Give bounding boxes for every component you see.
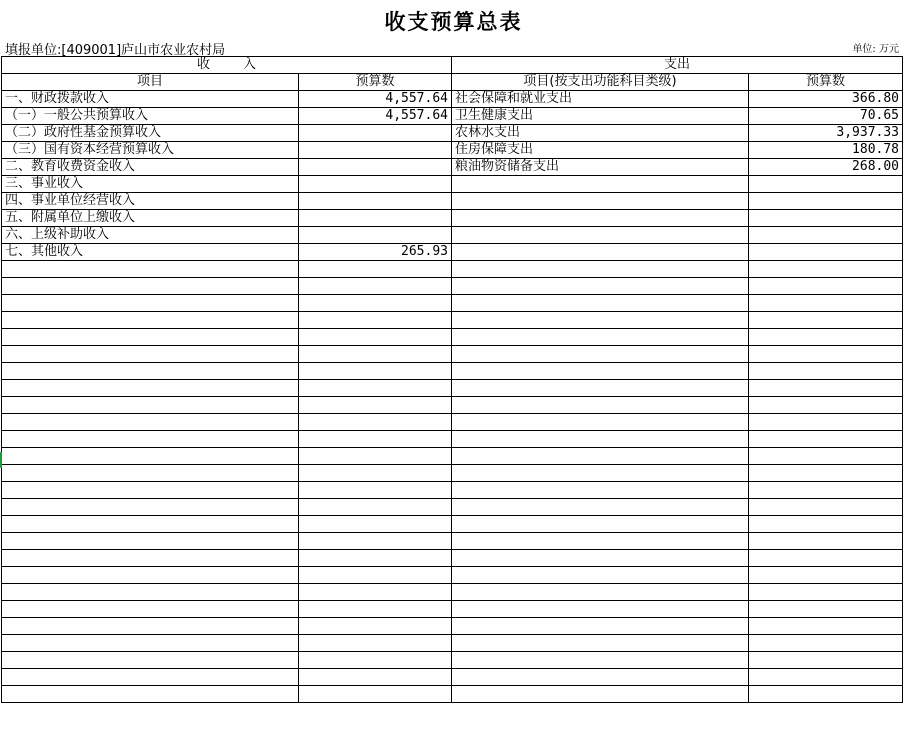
- empty-row: [2, 312, 903, 329]
- empty-cell[interactable]: [452, 431, 749, 448]
- empty-cell[interactable]: [452, 465, 749, 482]
- empty-cell[interactable]: [452, 635, 749, 652]
- empty-cell[interactable]: [299, 380, 452, 397]
- empty-cell[interactable]: [2, 312, 299, 329]
- expense-value-cell[interactable]: 3,937.33: [749, 125, 903, 142]
- table-row: [2, 210, 903, 227]
- empty-cell[interactable]: [452, 550, 749, 567]
- empty-cell[interactable]: [2, 295, 299, 312]
- expense-item-cell[interactable]: 社会保障和就业支出: [452, 91, 749, 108]
- expense-value-cell[interactable]: [749, 176, 903, 193]
- table-row: [2, 193, 903, 210]
- expense-item-cell[interactable]: 粮油物资储备支出: [452, 159, 749, 176]
- empty-cell[interactable]: [452, 312, 749, 329]
- empty-cell[interactable]: [299, 618, 452, 635]
- empty-cell[interactable]: [2, 278, 299, 295]
- empty-cell[interactable]: [749, 397, 903, 414]
- empty-cell[interactable]: [452, 380, 749, 397]
- expense-value-cell[interactable]: 268.00: [749, 159, 903, 176]
- income-item-cell[interactable]: （三）国有资本经营预算收入: [2, 142, 299, 159]
- empty-cell[interactable]: [2, 261, 299, 278]
- empty-row: [2, 635, 903, 652]
- empty-cell[interactable]: [2, 550, 299, 567]
- empty-cell[interactable]: [299, 601, 452, 618]
- empty-cell[interactable]: [2, 601, 299, 618]
- empty-cell[interactable]: [452, 601, 749, 618]
- empty-row: [2, 431, 903, 448]
- income-item-cell[interactable]: 六、上级补助收入: [2, 227, 299, 244]
- empty-cell[interactable]: [2, 618, 299, 635]
- empty-cell[interactable]: [749, 312, 903, 329]
- empty-cell[interactable]: [2, 397, 299, 414]
- empty-row: [2, 618, 903, 635]
- income-value-cell[interactable]: [299, 142, 452, 159]
- table-row: [2, 176, 903, 193]
- empty-cell[interactable]: [452, 686, 749, 703]
- income-item-cell[interactable]: 七、其他收入: [2, 244, 299, 261]
- empty-cell[interactable]: [749, 516, 903, 533]
- expense-item-cell[interactable]: [452, 210, 749, 227]
- empty-cell[interactable]: [452, 329, 749, 346]
- empty-row: [2, 278, 903, 295]
- income-budget-header[interactable]: 预算数: [299, 74, 452, 91]
- empty-cell[interactable]: [749, 686, 903, 703]
- empty-cell[interactable]: [299, 465, 452, 482]
- income-value-cell[interactable]: [299, 159, 452, 176]
- expense-item-cell[interactable]: [452, 244, 749, 261]
- empty-row: [2, 499, 903, 516]
- expense-value-cell[interactable]: 366.80: [749, 91, 903, 108]
- empty-row: [2, 448, 903, 465]
- empty-cell[interactable]: [299, 482, 452, 499]
- income-value-cell[interactable]: 265.93: [299, 244, 452, 261]
- page-title: 收支预算总表: [384, 10, 523, 34]
- empty-cell[interactable]: [749, 380, 903, 397]
- empty-cell[interactable]: [2, 652, 299, 669]
- table-row: [2, 159, 903, 176]
- empty-row: [2, 346, 903, 363]
- expense-item-header[interactable]: 项目(按支出功能科目类级): [452, 74, 749, 91]
- table-row: [2, 108, 903, 125]
- empty-cell[interactable]: [299, 652, 452, 669]
- empty-cell[interactable]: [749, 363, 903, 380]
- empty-cell[interactable]: [2, 584, 299, 601]
- empty-cell[interactable]: [749, 601, 903, 618]
- empty-cell[interactable]: [2, 431, 299, 448]
- empty-row: [2, 550, 903, 567]
- table-row: [2, 125, 903, 142]
- empty-cell[interactable]: [299, 499, 452, 516]
- income-item-cell[interactable]: （二）政府性基金预算收入: [2, 125, 299, 142]
- empty-row: [2, 584, 903, 601]
- income-item-cell[interactable]: 三、事业收入: [2, 176, 299, 193]
- empty-cell[interactable]: [2, 635, 299, 652]
- empty-row: [2, 601, 903, 618]
- expense-value-cell[interactable]: [749, 210, 903, 227]
- empty-cell[interactable]: [452, 618, 749, 635]
- empty-cell[interactable]: [452, 652, 749, 669]
- column-header-row: [2, 74, 903, 91]
- income-item-cell[interactable]: 四、事业单位经营收入: [2, 193, 299, 210]
- empty-cell[interactable]: [749, 329, 903, 346]
- empty-row: [2, 652, 903, 669]
- empty-cell[interactable]: [2, 686, 299, 703]
- empty-cell[interactable]: [452, 669, 749, 686]
- empty-cell[interactable]: [299, 295, 452, 312]
- empty-cell[interactable]: [299, 516, 452, 533]
- empty-row: [2, 380, 903, 397]
- empty-cell[interactable]: [2, 516, 299, 533]
- empty-row: [2, 295, 903, 312]
- income-value-cell[interactable]: [299, 193, 452, 210]
- empty-cell[interactable]: [299, 414, 452, 431]
- empty-cell[interactable]: [749, 567, 903, 584]
- income-item-cell[interactable]: （一）一般公共预算收入: [2, 108, 299, 125]
- empty-cell[interactable]: [2, 669, 299, 686]
- empty-cell[interactable]: [749, 550, 903, 567]
- income-value-cell[interactable]: 4,557.64: [299, 108, 452, 125]
- empty-cell[interactable]: [749, 669, 903, 686]
- expense-item-cell[interactable]: [452, 193, 749, 210]
- table-row: [2, 91, 903, 108]
- empty-cell[interactable]: [452, 346, 749, 363]
- empty-cell[interactable]: [452, 584, 749, 601]
- expense-section-header[interactable]: 支出: [452, 57, 903, 74]
- empty-cell[interactable]: [749, 414, 903, 431]
- income-item-header[interactable]: 项目: [2, 74, 299, 91]
- empty-cell[interactable]: [452, 482, 749, 499]
- expense-item-cell[interactable]: [452, 227, 749, 244]
- empty-cell[interactable]: [452, 261, 749, 278]
- empty-row: [2, 567, 903, 584]
- income-value-cell[interactable]: [299, 125, 452, 142]
- income-value-cell[interactable]: [299, 176, 452, 193]
- empty-cell[interactable]: [749, 448, 903, 465]
- active-row-marker: [0, 452, 2, 468]
- empty-cell[interactable]: [749, 618, 903, 635]
- empty-cell[interactable]: [452, 567, 749, 584]
- currency-unit: 单位: 万元: [852, 44, 899, 55]
- empty-cell[interactable]: [749, 533, 903, 550]
- empty-cell[interactable]: [299, 635, 452, 652]
- empty-cell[interactable]: [749, 482, 903, 499]
- empty-cell[interactable]: [2, 533, 299, 550]
- empty-cell[interactable]: [749, 295, 903, 312]
- empty-cell[interactable]: [452, 516, 749, 533]
- income-value-cell[interactable]: 4,557.64: [299, 91, 452, 108]
- empty-row: [2, 533, 903, 550]
- empty-cell[interactable]: [2, 465, 299, 482]
- empty-cell[interactable]: [2, 346, 299, 363]
- expense-item-cell[interactable]: [452, 176, 749, 193]
- empty-cell[interactable]: [2, 363, 299, 380]
- income-item-cell[interactable]: 一、财政拨款收入: [2, 91, 299, 108]
- income-item-cell[interactable]: 五、附属单位上缴收入: [2, 210, 299, 227]
- reporting-unit: 填报单位:[409001]庐山市农业农村局: [5, 43, 226, 58]
- empty-row: [2, 482, 903, 499]
- empty-cell[interactable]: [749, 261, 903, 278]
- empty-cell[interactable]: [452, 295, 749, 312]
- income-section-header[interactable]: 收 入: [2, 57, 452, 74]
- empty-cell[interactable]: [452, 363, 749, 380]
- empty-cell[interactable]: [2, 482, 299, 499]
- empty-row: [2, 669, 903, 686]
- expense-value-cell[interactable]: [749, 227, 903, 244]
- expense-budget-header[interactable]: 预算数: [749, 74, 903, 91]
- empty-cell[interactable]: [299, 584, 452, 601]
- empty-row: [2, 329, 903, 346]
- income-item-cell[interactable]: 二、教育收费资金收入: [2, 159, 299, 176]
- income-value-cell[interactable]: [299, 227, 452, 244]
- empty-cell[interactable]: [749, 346, 903, 363]
- table-row: [2, 142, 903, 159]
- empty-row: [2, 516, 903, 533]
- empty-cell[interactable]: [299, 550, 452, 567]
- empty-cell[interactable]: [452, 533, 749, 550]
- empty-cell[interactable]: [2, 329, 299, 346]
- empty-cell[interactable]: [749, 431, 903, 448]
- empty-cell[interactable]: [749, 635, 903, 652]
- empty-cell[interactable]: [749, 652, 903, 669]
- empty-row: [2, 414, 903, 431]
- empty-cell[interactable]: [749, 584, 903, 601]
- empty-cell[interactable]: [2, 380, 299, 397]
- empty-row: [2, 261, 903, 278]
- empty-cell[interactable]: [299, 261, 452, 278]
- empty-cell[interactable]: [299, 669, 452, 686]
- budget-table: [1, 56, 903, 703]
- empty-cell[interactable]: [452, 278, 749, 295]
- income-value-cell[interactable]: [299, 210, 452, 227]
- table-row: [2, 244, 903, 261]
- empty-cell[interactable]: [452, 499, 749, 516]
- empty-row: [2, 363, 903, 380]
- empty-cell[interactable]: [749, 278, 903, 295]
- empty-cell[interactable]: [299, 363, 452, 380]
- empty-cell[interactable]: [299, 686, 452, 703]
- empty-cell[interactable]: [2, 448, 299, 465]
- empty-cell[interactable]: [2, 499, 299, 516]
- expense-value-cell[interactable]: 70.65: [749, 108, 903, 125]
- empty-cell[interactable]: [452, 448, 749, 465]
- expense-item-cell[interactable]: 卫生健康支出: [452, 108, 749, 125]
- expense-value-cell[interactable]: 180.78: [749, 142, 903, 159]
- empty-cell[interactable]: [299, 567, 452, 584]
- expense-item-cell[interactable]: 住房保障支出: [452, 142, 749, 159]
- empty-cell[interactable]: [299, 312, 452, 329]
- empty-cell[interactable]: [299, 448, 452, 465]
- empty-cell[interactable]: [299, 431, 452, 448]
- expense-item-cell[interactable]: 农林水支出: [452, 125, 749, 142]
- expense-value-cell[interactable]: [749, 193, 903, 210]
- empty-row: [2, 397, 903, 414]
- empty-cell[interactable]: [2, 414, 299, 431]
- expense-value-cell[interactable]: [749, 244, 903, 261]
- empty-cell[interactable]: [299, 397, 452, 414]
- empty-cell[interactable]: [452, 414, 749, 431]
- section-header-row: [2, 57, 903, 74]
- empty-cell[interactable]: [749, 465, 903, 482]
- empty-cell[interactable]: [452, 397, 749, 414]
- empty-cell[interactable]: [299, 329, 452, 346]
- empty-row: [2, 465, 903, 482]
- empty-cell[interactable]: [749, 499, 903, 516]
- empty-cell[interactable]: [2, 567, 299, 584]
- empty-cell[interactable]: [299, 278, 452, 295]
- empty-row: [2, 686, 903, 703]
- table-row: [2, 227, 903, 244]
- empty-cell[interactable]: [299, 533, 452, 550]
- empty-cell[interactable]: [299, 346, 452, 363]
